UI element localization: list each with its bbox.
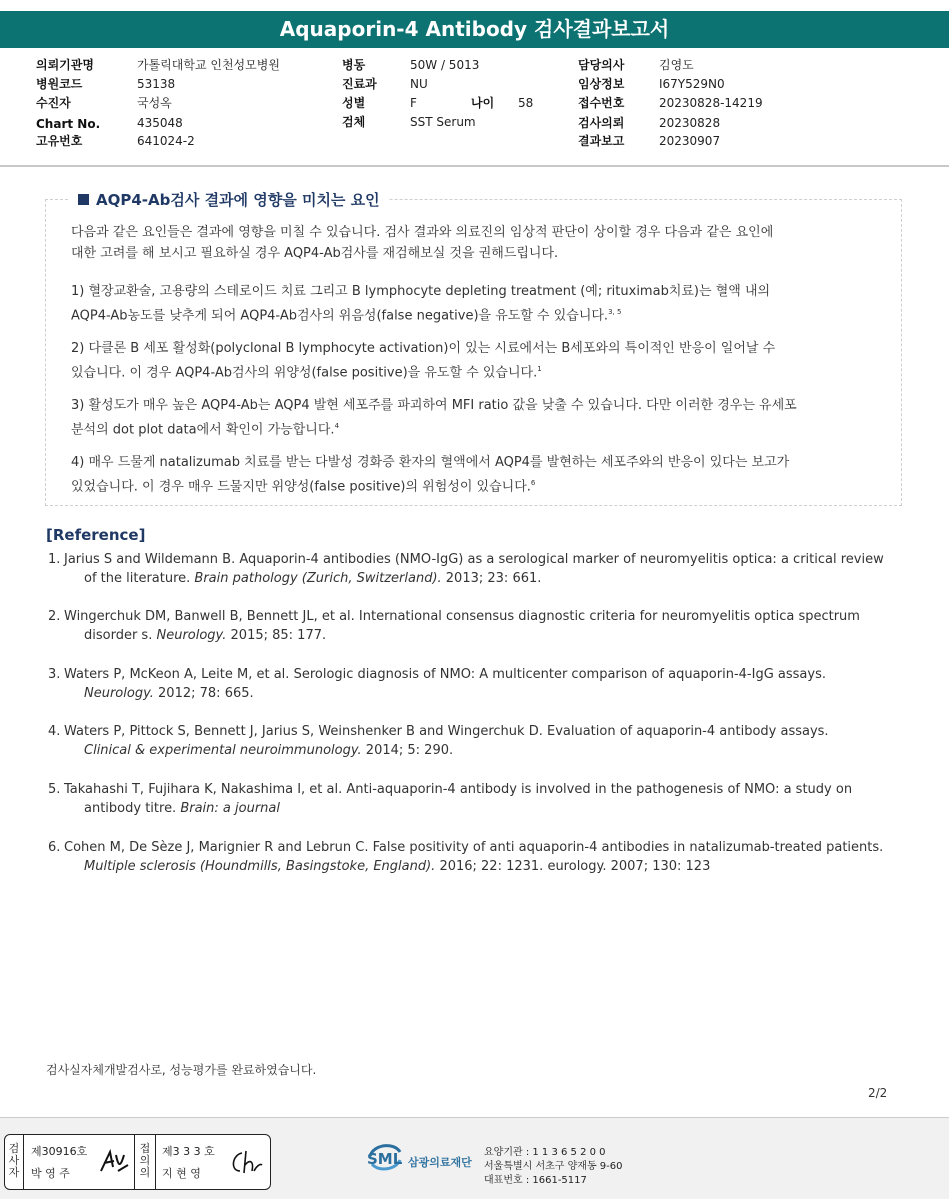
reference-journal: Brain pathology (Zurich, Switzerland). [194, 571, 442, 586]
org-name: 삼광의료재단 [408, 1156, 472, 1169]
factor-line-text: 분석의 dot plot data에서 확인이 가능합니다. [71, 422, 335, 438]
page-number: 2/2 [868, 1086, 888, 1100]
value-doctor: 김영도 [659, 58, 694, 72]
reference-post: 2013; 23: 661. [441, 571, 542, 586]
citation-sup: 1 [537, 365, 542, 373]
citation-sup: 3, 5 [608, 308, 622, 316]
label-doctor: 담당의사 [578, 58, 625, 72]
signature-box [4, 1134, 271, 1190]
factor-line [71, 416, 893, 440]
label-report-date: 결과보고 [578, 134, 625, 148]
reference-journal: Brain: a journal [180, 801, 280, 816]
reference-number: 4. [48, 724, 61, 739]
patient-info [0, 48, 949, 167]
tester-number: 제30916호 [31, 1145, 88, 1158]
label-ward: 병동 [342, 58, 366, 72]
value-clinical-info: I67Y529N0 [659, 77, 725, 91]
confirm-label: 접 의 의 [139, 1142, 151, 1179]
factor-line [71, 359, 893, 383]
reference-pre: disorder s. [84, 628, 157, 643]
factor-line-text: 있었습니다. 이 경우 매우 드물지만 위양성(false positive)의 위험성이 있습니다. [71, 479, 531, 495]
reference-post: 2012; 78: 665. [153, 686, 254, 701]
value-request-date: 20230828 [659, 116, 721, 130]
value-department: NU [410, 77, 428, 91]
reference-text: Cohen M, De Sèze J, Marignier R and Lebrun C. False positivity of anti aquaporin-4 antibodies in natalizumab-treated patients. [64, 840, 884, 855]
reference-number: 5. [48, 782, 61, 797]
square-bullet-icon [78, 194, 89, 205]
confirm-name: 지 현 영 [162, 1167, 201, 1180]
reference-journal: Clinical & experimental neuroimmunology. [84, 743, 362, 758]
factor-line-text: 있습니다. 이 경우 AQP4-Ab검사의 위양성(false positive)을 유도할 수 있습니다. [71, 365, 538, 381]
label-patient: 수진자 [36, 96, 71, 110]
reference-pre: of the literature. [84, 571, 195, 586]
reference-journal: Neurology. [84, 686, 154, 701]
reference-heading: [Reference] [46, 526, 146, 544]
reference-line2 [84, 857, 908, 876]
reference-post: 2014; 5: 290. [361, 743, 454, 758]
lab-line: 대표번호 : 1661-5117 [484, 1175, 587, 1186]
validation-note: 검사실자체개발검사로, 성능평가를 완료하였습니다. [46, 1063, 317, 1077]
label-sex: 성별 [342, 96, 366, 110]
value-requesting-institution: 가톨릭대학교 인천성모병원 [137, 58, 280, 72]
factor-line: 1) 혈장교환술, 고용량의 스테로이드 치료 그리고 B lymphocyte depleting treatment (예; rituximab치료)는 혈액 내의 [71, 284, 771, 299]
reference-line2 [84, 684, 908, 703]
reference-text: Waters P, McKeon A, Leite M, et al. Serologic diagnosis of NMO: A multicenter comparison of aquaporin-4-IgG assays. [64, 667, 826, 682]
value-receipt-no: 20230828-14219 [659, 96, 763, 110]
factors-title-text: AQP4-Ab검사 결과에 영향을 미치는 요인 [96, 191, 380, 209]
lab-line: 요양기관 : 1 1 3 6 5 2 0 0 [484, 1147, 606, 1158]
reference-number: 2. [48, 609, 61, 624]
factors-intro [71, 222, 893, 264]
value-report-date: 20230907 [659, 134, 721, 148]
label-department: 진료과 [342, 77, 377, 91]
citation-sup: 4 [334, 422, 340, 430]
label-request-date: 검사의뢰 [578, 116, 625, 130]
value-sex: F [410, 96, 417, 110]
value-hospital-code: 53138 [137, 77, 176, 91]
reference-item [48, 780, 908, 818]
reference-item [48, 607, 908, 645]
reference-text: Takahashi T, Fujihara K, Nakashima I, et al. Anti-aquaporin-4 antibody is involved in the pathogenesis of NMO: a study on [64, 782, 853, 797]
reference-item [48, 550, 908, 588]
confirm-signature-icon [228, 1147, 264, 1177]
reference-journal: Neurology. [156, 628, 227, 643]
label-specimen: 검체 [342, 115, 366, 129]
label-unique-no: 고유번호 [36, 134, 83, 148]
value-patient: 국성옥 [137, 96, 172, 110]
reference-text: Jarius S and Wildemann B. Aquaporin-4 antibodies (NMO-IgG) as a serological marker of neuromyelitis optica: a critical review [64, 552, 884, 567]
factor-item-4 [71, 452, 893, 497]
reference-journal: Multiple sclerosis (Houndmills, Basingstoke, England). [84, 859, 436, 874]
factor-line: 2) 다클론 B 세포 활성화(polyclonal B lymphocyte activation)이 있는 시료에서는 B세포와의 특이적인 반응이 일어날 수 [71, 341, 776, 356]
value-specimen: SST Serum [410, 115, 476, 129]
reference-line2 [84, 799, 908, 818]
reference-item [48, 838, 908, 876]
factors-title [70, 189, 388, 210]
factor-item-2 [71, 338, 893, 383]
reference-item [48, 722, 908, 760]
reference-line2 [84, 626, 908, 645]
reference-post: 2015; 85: 177. [226, 628, 327, 643]
value-chart-no: 435048 [137, 116, 183, 130]
label-chart-no: Chart No. [36, 117, 101, 131]
reference-text: Waters P, Pittock S, Bennett J, Jarius S, Weinshenker B and Wingerchuk D. Evaluation of aquaporin-4 antibody assays. [64, 724, 829, 739]
label-requesting-institution: 의뢰기관명 [36, 58, 94, 72]
factor-line: 4) 매우 드물게 natalizumab 치료를 받는 다발성 경화증 환자의 혈액에서 AQP4를 발현하는 세포주와의 반응이 있다는 보고가 [71, 455, 790, 470]
label-receipt-no: 접수번호 [578, 96, 625, 110]
tester-label: 검 사 자 [8, 1142, 20, 1179]
report-title: Aquaporin-4 Antibody 검사결과보고서 [0, 11, 949, 48]
value-unique-no: 641024-2 [137, 134, 195, 148]
reference-number: 1. [48, 552, 61, 567]
factor-item-3 [71, 395, 893, 440]
citation-sup: 6 [530, 479, 536, 487]
label-clinical-info: 임상정보 [578, 77, 625, 91]
reference-text: Wingerchuk DM, Banwell B, Bennett JL, et al. International consensus diagnostic criteria for neuromyelitis optica spectrum [64, 609, 860, 624]
tester-signature-icon [98, 1147, 130, 1177]
label-age: 나이 [471, 96, 495, 110]
logo-text: SML [367, 1150, 403, 1168]
label-hospital-code: 병원코드 [36, 77, 83, 91]
reference-item [48, 665, 908, 703]
lab-line: 서울특별시 서초구 양재동 9-60 [484, 1161, 623, 1172]
reference-pre: antibody titre. [84, 801, 181, 816]
confirm-number: 제3 3 3 호 [162, 1145, 215, 1158]
reference-line2 [84, 569, 908, 588]
reference-post: 2016; 22: 1231. eurology. 2007; 130: 123 [435, 859, 711, 874]
factor-line [71, 473, 893, 497]
reference-line2 [84, 741, 908, 760]
intro-line: 다음과 같은 요인들은 결과에 영향을 미칠 수 있습니다. 검사 결과와 의료진의 임상적 판단이 상이할 경우 다음과 같은 요인에 [71, 225, 774, 240]
intro-line: 대한 고려를 해 보시고 필요하실 경우 AQP4-Ab검사를 재검해보실 것을 권해드립니다. [71, 246, 559, 261]
tester-name: 박 영 주 [31, 1167, 70, 1180]
value-ward: 50W / 5013 [410, 58, 480, 72]
factor-line [71, 302, 893, 326]
factor-line: 3) 활성도가 매우 높은 AQP4-Ab는 AQP4 발현 세포주를 파괴하여 MFI ratio 값을 낮출 수 있습니다. 다만 이러한 경우는 유세포 [71, 398, 797, 413]
value-age: 58 [518, 96, 534, 110]
reference-number: 3. [48, 667, 61, 682]
factor-item-1 [71, 281, 893, 326]
factor-line-text: AQP4-Ab농도를 낮추게 되어 AQP4-Ab검사의 위음성(false negative)을 유도할 수 있습니다. [71, 308, 609, 324]
reference-number: 6. [48, 840, 61, 855]
